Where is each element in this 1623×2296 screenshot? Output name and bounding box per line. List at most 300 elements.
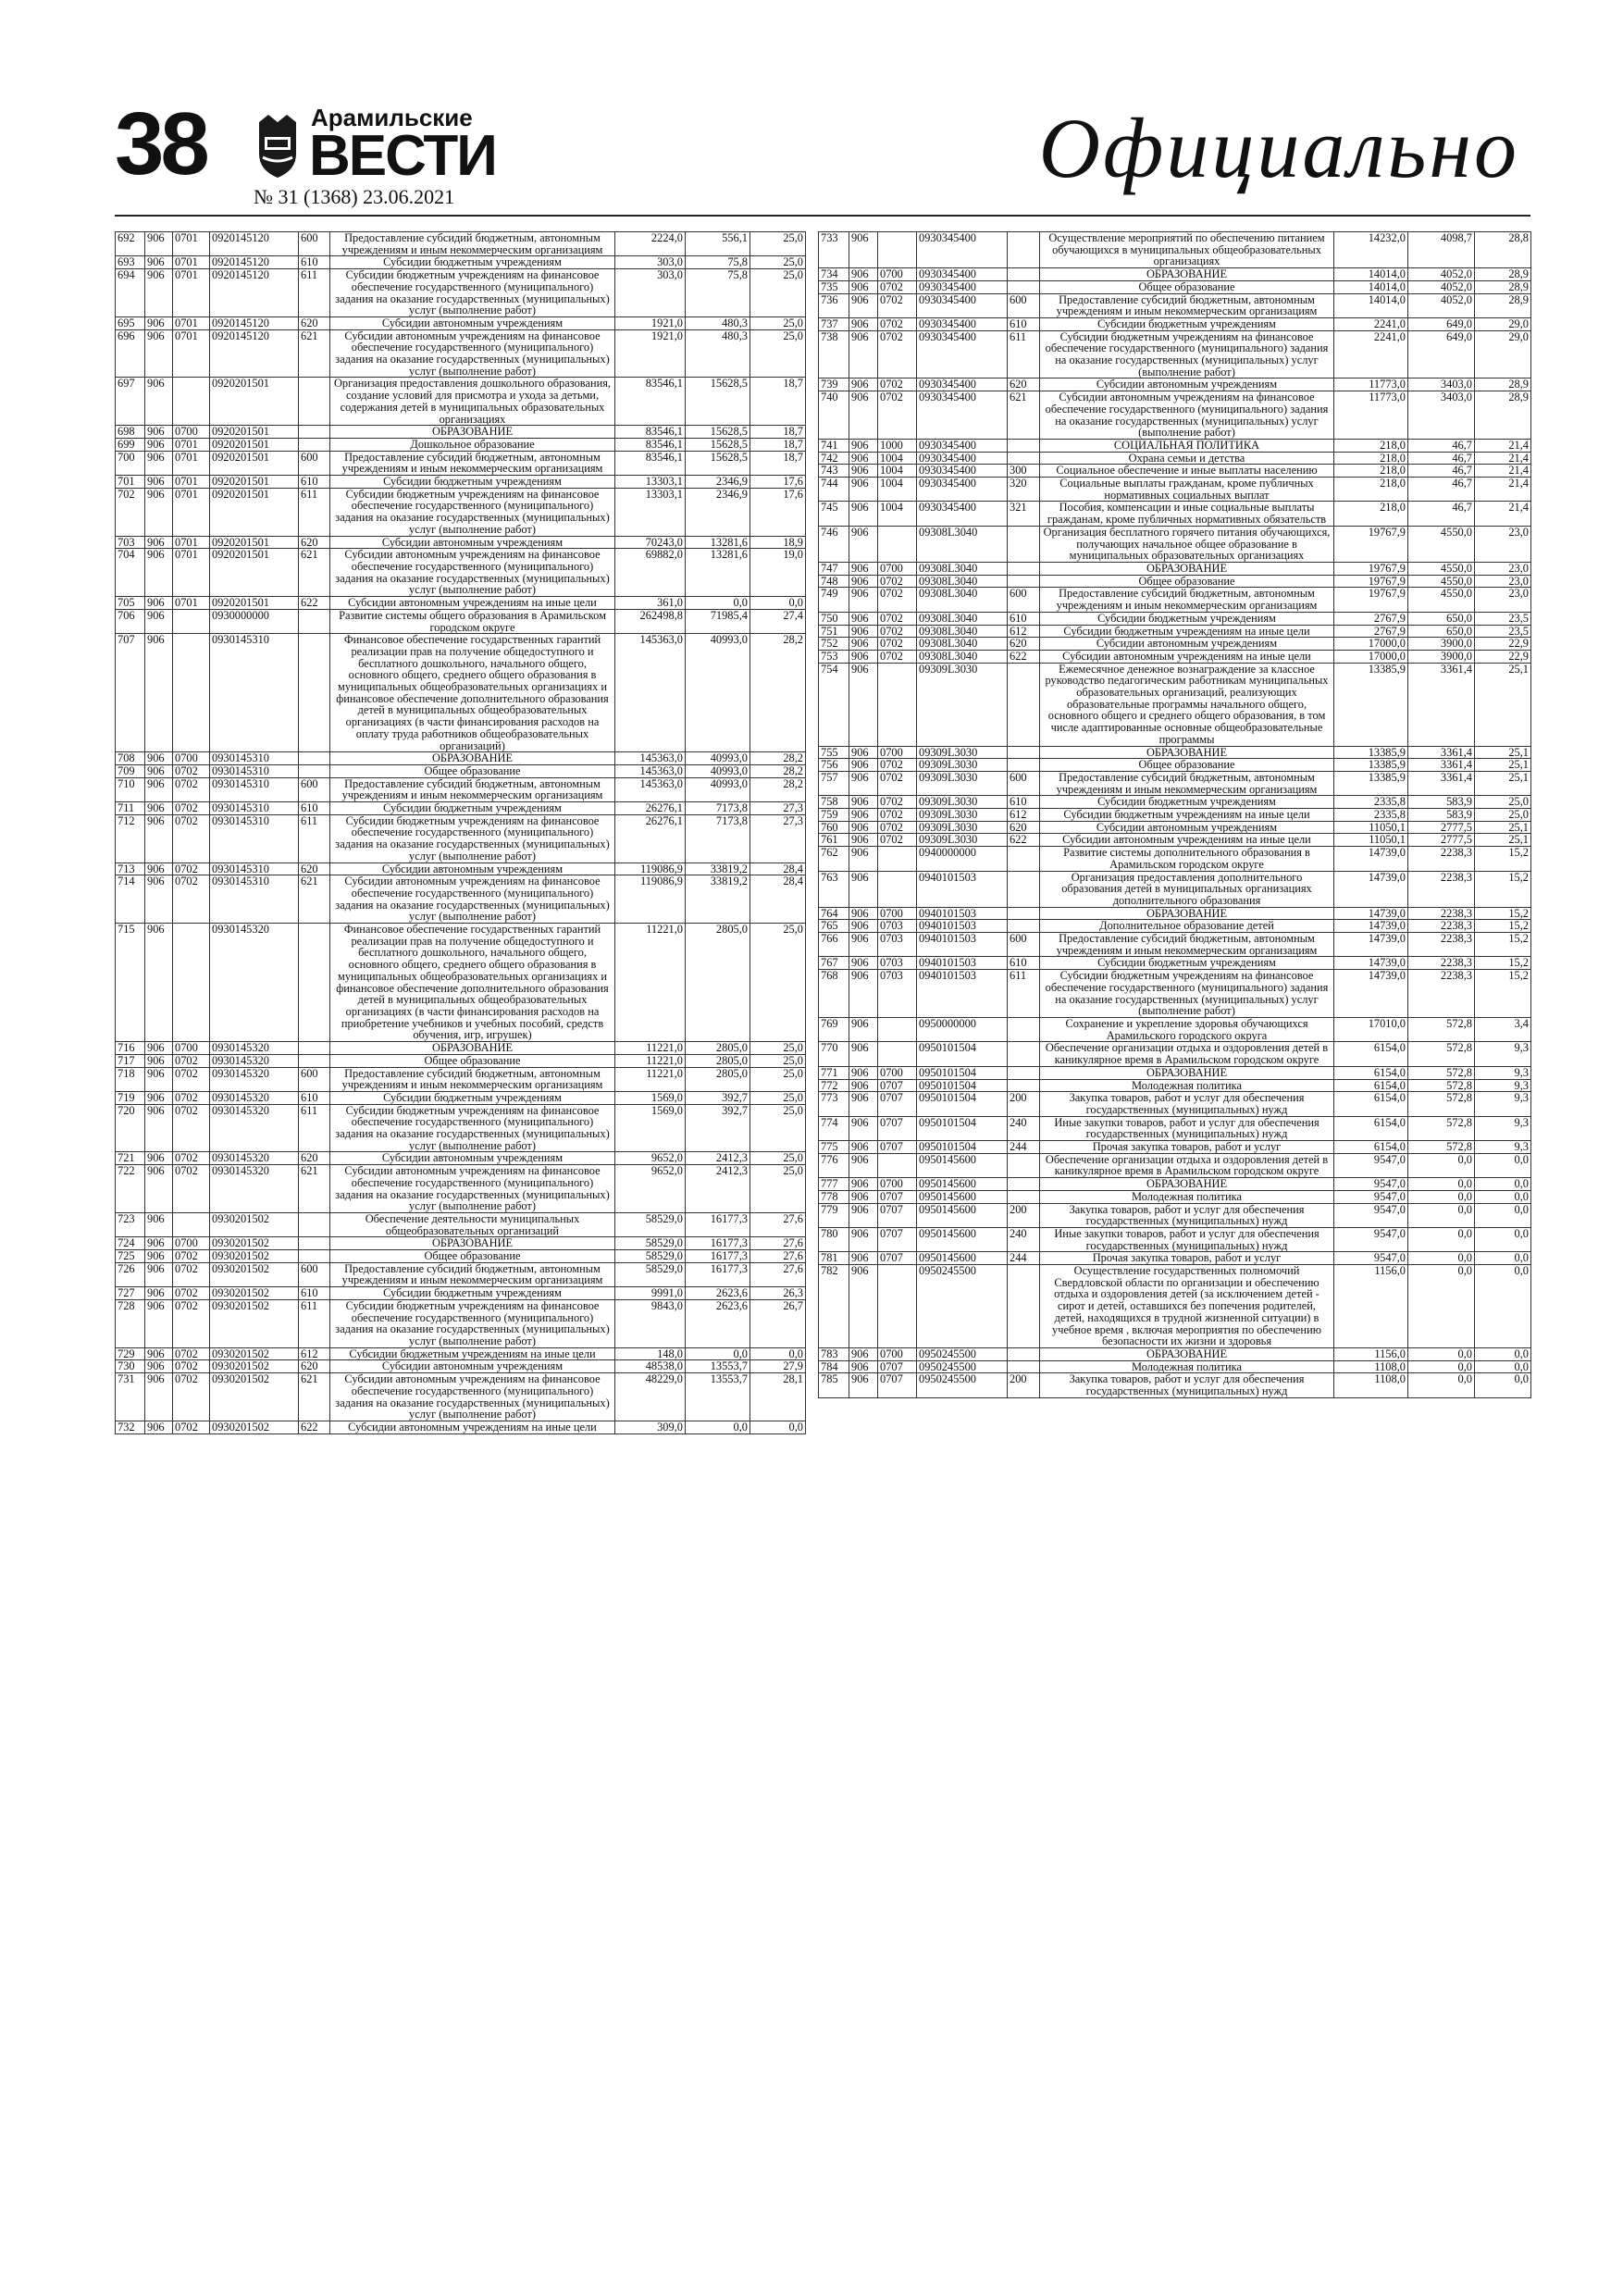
target-article-code: 0930201502 [210, 1287, 299, 1300]
expense-type-code: 600 [299, 451, 330, 475]
execution-percent: 21,4 [1475, 439, 1531, 452]
expense-type-code: 200 [1008, 1092, 1040, 1116]
planned-amount: 19767,9 [1334, 562, 1408, 575]
section-code: 0702 [878, 809, 917, 822]
section-code [173, 924, 210, 1042]
execution-percent: 18,7 [750, 438, 806, 451]
admin-code: 906 [145, 1373, 173, 1421]
execution-percent: 25,0 [750, 1067, 806, 1091]
execution-percent: 28,1 [750, 1373, 806, 1421]
target-article-code: 09309L3030 [917, 759, 1008, 772]
planned-amount: 14739,0 [1334, 970, 1408, 1018]
target-article-code: 0930201502 [210, 1250, 299, 1263]
planned-amount: 14739,0 [1334, 907, 1408, 920]
execution-percent: 27,6 [750, 1237, 806, 1250]
executed-amount: 2346,9 [686, 488, 750, 536]
admin-code: 906 [849, 663, 878, 746]
planned-amount: 83546,1 [615, 438, 686, 451]
admin-code: 906 [145, 1299, 173, 1347]
execution-percent: 18,7 [750, 426, 806, 439]
section-code: 0700 [878, 562, 917, 575]
target-article-code: 09308L3040 [917, 526, 1008, 562]
executed-amount: 40993,0 [686, 764, 750, 777]
row-number: 772 [819, 1079, 849, 1092]
row-number: 761 [819, 834, 849, 847]
target-article-code: 09308L3040 [917, 575, 1008, 588]
execution-percent: 25,0 [750, 329, 806, 378]
executed-amount: 650,0 [1408, 625, 1475, 638]
section-code: 0700 [878, 1178, 917, 1191]
admin-code: 906 [849, 439, 878, 452]
section-code: 1004 [878, 478, 917, 502]
target-article-code: 0930145310 [210, 764, 299, 777]
execution-percent: 0,0 [750, 597, 806, 610]
expense-type-code: 320 [1008, 478, 1040, 502]
row-description: Субсидии бюджетным учреждениям [1040, 796, 1334, 809]
planned-amount: 145363,0 [615, 764, 686, 777]
row-number: 758 [819, 796, 849, 809]
executed-amount: 4052,0 [1408, 268, 1475, 281]
target-article-code: 0930345400 [917, 293, 1008, 317]
section-code [878, 1042, 917, 1066]
row-number: 775 [819, 1141, 849, 1154]
planned-amount: 1569,0 [615, 1091, 686, 1104]
admin-code: 906 [849, 746, 878, 759]
expense-type-code: 612 [1008, 625, 1040, 638]
execution-percent: 25,0 [1475, 809, 1531, 822]
target-article-code: 0930201502 [210, 1237, 299, 1250]
budget-table [115, 231, 806, 1434]
executed-amount: 392,7 [686, 1091, 750, 1104]
executed-amount: 16177,3 [686, 1237, 750, 1250]
execution-percent: 28,2 [750, 752, 806, 765]
row-description: Субсидии бюджетным учреждениям на финансовое обеспечение государственного (муниципального) задания на оказание государственных (муниципальных) услуг (выполнение работ) [330, 488, 615, 536]
target-article-code: 0930000000 [210, 609, 299, 633]
row-description: Субсидии автономным учреждениям [1040, 379, 1334, 391]
row-number: 710 [116, 777, 145, 801]
table-row [819, 771, 1531, 795]
executed-amount: 480,3 [686, 316, 750, 329]
execution-percent: 25,0 [750, 256, 806, 269]
row-number: 720 [116, 1104, 145, 1152]
target-article-code: 0930201502 [210, 1262, 299, 1286]
admin-code: 906 [145, 256, 173, 269]
table-row [116, 549, 806, 597]
row-number: 752 [819, 638, 849, 651]
table-row [819, 746, 1531, 759]
target-article-code: 0940000000 [917, 847, 1008, 871]
section-code [878, 663, 917, 746]
row-number: 692 [116, 232, 145, 256]
section-code: 0707 [878, 1141, 917, 1154]
row-number: 722 [116, 1165, 145, 1213]
section-code: 0702 [878, 834, 917, 847]
section-code: 0702 [173, 1262, 210, 1286]
target-article-code: 09308L3040 [917, 650, 1008, 663]
target-article-code: 0950101504 [917, 1116, 1008, 1140]
execution-percent: 0,0 [1475, 1190, 1531, 1203]
expense-type-code: 620 [299, 1152, 330, 1165]
admin-code: 906 [849, 1265, 878, 1348]
table-row [116, 316, 806, 329]
planned-amount: 2241,0 [1334, 330, 1408, 379]
expense-type-code [1008, 663, 1040, 746]
section-code: 0703 [878, 920, 917, 933]
planned-amount: 69882,0 [615, 549, 686, 597]
row-number: 695 [116, 316, 145, 329]
row-number: 751 [819, 625, 849, 638]
target-article-code: 0940101503 [917, 957, 1008, 970]
table-row [819, 465, 1531, 478]
expense-type-code: 622 [1008, 650, 1040, 663]
row-number: 737 [819, 317, 849, 330]
row-description: Прочая закупка товаров, работ и услуг [1040, 1252, 1334, 1265]
row-number: 744 [819, 478, 849, 502]
target-article-code: 0920201501 [210, 476, 299, 489]
section-code: 1004 [878, 452, 917, 465]
target-article-code: 0950145600 [917, 1153, 1008, 1177]
executed-amount: 649,0 [1408, 330, 1475, 379]
planned-amount: 1156,0 [1334, 1265, 1408, 1348]
admin-code: 906 [849, 1153, 878, 1177]
planned-amount: 14739,0 [1334, 871, 1408, 907]
table-row [116, 1421, 806, 1433]
row-number: 703 [116, 536, 145, 549]
executed-amount: 0,0 [1408, 1190, 1475, 1203]
row-number: 726 [116, 1262, 145, 1286]
table-row [819, 1042, 1531, 1066]
executed-amount: 2777,5 [1408, 834, 1475, 847]
target-article-code: 0920201501 [210, 451, 299, 475]
table-row [819, 920, 1531, 933]
row-description: Субсидии автономным учреждениям на иные цели [1040, 834, 1334, 847]
row-description: Субсидии бюджетным учреждениям [330, 1287, 615, 1300]
section-code: 0703 [878, 970, 917, 1018]
expense-type-code: 610 [299, 256, 330, 269]
target-article-code: 0930145310 [210, 875, 299, 924]
table-row [116, 476, 806, 489]
row-description: Субсидии автономным учреждениям на финансовое обеспечение государственного (муниципального) задания на оказание государственных (муниципальных) услуг (выполнение работ) [330, 1373, 615, 1421]
planned-amount: 2224,0 [615, 232, 686, 256]
execution-percent: 18,9 [750, 536, 806, 549]
target-article-code: 0930145320 [210, 924, 299, 1042]
row-description: Обеспечение организации отдыха и оздоровления детей в каникулярное время в Арамильском городском округе [1040, 1042, 1334, 1066]
row-description: Предоставление субсидий бюджетным, автономным учреждениям и иным некоммерческим организациям [330, 777, 615, 801]
executed-amount: 572,8 [1408, 1042, 1475, 1066]
expense-type-code [299, 1237, 330, 1250]
target-article-code: 0950145600 [917, 1203, 1008, 1227]
row-description: Финансовое обеспечение государственных гарантий реализации прав на получение общедоступного и бесплатного дошкольного, начального общего, основного общего, среднего общего образования в муниципальных общеобразовательных организациях и финансовое обеспечение дополнительного образования детей в муниципальных общеобразовательных организациях (в части финансирования расходов на приобретение учебников и учебных пособий, средств обучения, игр, игрушек) [330, 924, 615, 1042]
row-description: Предоставление субсидий бюджетным, автономным учреждениям и иным некоммерческим организациям [330, 451, 615, 475]
admin-code: 906 [849, 317, 878, 330]
table-row [116, 1250, 806, 1263]
executed-amount: 15628,5 [686, 438, 750, 451]
row-number: 727 [116, 1287, 145, 1300]
table-row [819, 1373, 1531, 1397]
expense-type-code [1008, 268, 1040, 281]
target-article-code: 0940101503 [917, 907, 1008, 920]
executed-amount: 40993,0 [686, 777, 750, 801]
row-description: Субсидии бюджетным учреждениям [1040, 317, 1334, 330]
admin-code: 906 [145, 316, 173, 329]
planned-amount: 13303,1 [615, 476, 686, 489]
row-number: 698 [116, 426, 145, 439]
execution-percent: 15,2 [1475, 970, 1531, 1018]
row-description: Обеспечение деятельности муниципальных общеобразовательных организаций [330, 1212, 615, 1236]
table-row [116, 1165, 806, 1213]
admin-code: 906 [849, 1178, 878, 1191]
admin-code: 906 [145, 549, 173, 597]
target-article-code: 0930345400 [917, 232, 1008, 268]
execution-percent: 23,5 [1475, 612, 1531, 625]
target-article-code: 0930145310 [210, 814, 299, 863]
expense-type-code [299, 1054, 330, 1067]
admin-code: 906 [849, 330, 878, 379]
row-number: 763 [819, 871, 849, 907]
section-code: 0707 [878, 1116, 917, 1140]
table-row [819, 933, 1531, 957]
execution-percent: 25,0 [750, 1104, 806, 1152]
planned-amount: 13385,9 [1334, 746, 1408, 759]
section-code: 0702 [173, 1152, 210, 1165]
section-code: 0700 [878, 268, 917, 281]
target-article-code: 0930145320 [210, 1054, 299, 1067]
section-code: 0700 [173, 426, 210, 439]
row-number: 730 [116, 1360, 145, 1373]
row-number: 707 [116, 634, 145, 752]
planned-amount: 14014,0 [1334, 293, 1408, 317]
planned-amount: 1921,0 [615, 316, 686, 329]
section-code: 0701 [173, 329, 210, 378]
admin-code: 906 [145, 1067, 173, 1091]
executed-amount: 2238,3 [1408, 933, 1475, 957]
executed-amount: 75,8 [686, 256, 750, 269]
planned-amount: 17000,0 [1334, 638, 1408, 651]
planned-amount: 83546,1 [615, 451, 686, 475]
table-row [819, 663, 1531, 746]
row-description: Закупка товаров, работ и услуг для обеспечения государственных (муниципальных) нужд [1040, 1203, 1334, 1227]
row-description: Предоставление субсидий бюджетным, автономным учреждениям и иным некоммерческим организациям [330, 1067, 615, 1091]
executed-amount: 2805,0 [686, 924, 750, 1042]
table-column-left [115, 231, 805, 1434]
row-number: 728 [116, 1299, 145, 1347]
execution-percent: 18,7 [750, 378, 806, 426]
row-number: 736 [819, 293, 849, 317]
planned-amount: 9843,0 [615, 1299, 686, 1347]
execution-percent: 28,4 [750, 863, 806, 875]
section-code: 0702 [878, 650, 917, 663]
row-description: Закупка товаров, работ и услуг для обеспечения государственных (муниципальных) нужд [1040, 1373, 1334, 1397]
admin-code: 906 [145, 536, 173, 549]
planned-amount: 303,0 [615, 269, 686, 317]
section-code: 0700 [878, 746, 917, 759]
planned-amount: 218,0 [1334, 439, 1408, 452]
budget-table [818, 231, 1531, 1398]
planned-amount: 1921,0 [615, 329, 686, 378]
planned-amount: 6154,0 [1334, 1116, 1408, 1140]
execution-percent: 15,2 [1475, 920, 1531, 933]
section-code [173, 609, 210, 633]
section-code [173, 378, 210, 426]
expense-type-code [1008, 1042, 1040, 1066]
admin-code: 906 [849, 871, 878, 907]
section-code: 0702 [173, 1299, 210, 1347]
admin-code: 906 [145, 764, 173, 777]
expense-type-code: 611 [299, 1104, 330, 1152]
execution-percent: 15,2 [1475, 957, 1531, 970]
row-number: 713 [116, 863, 145, 875]
issue-info: № 31 (1368) 23.06.2021 [254, 185, 455, 208]
execution-percent: 23,0 [1475, 526, 1531, 562]
admin-code: 906 [849, 1203, 878, 1227]
row-description: Дошкольное образование [330, 438, 615, 451]
row-description: Субсидии бюджетным учреждениям на финансовое обеспечение государственного (муниципального) задания на оказание государственных (муниципальных) услуг (выполнение работ) [330, 1299, 615, 1347]
executed-amount: 556,1 [686, 232, 750, 256]
table-row [116, 1287, 806, 1300]
executed-amount: 480,3 [686, 329, 750, 378]
table-row [819, 970, 1531, 1018]
planned-amount: 17000,0 [1334, 650, 1408, 663]
admin-code: 906 [849, 293, 878, 317]
expense-type-code: 620 [1008, 638, 1040, 651]
planned-amount: 19767,9 [1334, 575, 1408, 588]
row-number: 748 [819, 575, 849, 588]
execution-percent: 25,1 [1475, 834, 1531, 847]
admin-code: 906 [849, 575, 878, 588]
target-article-code: 0950145600 [917, 1227, 1008, 1251]
planned-amount: 218,0 [1334, 452, 1408, 465]
executed-amount: 0,0 [1408, 1203, 1475, 1227]
section-code: 0707 [878, 1203, 917, 1227]
planned-amount: 13303,1 [615, 488, 686, 536]
execution-percent: 19,0 [750, 549, 806, 597]
planned-amount: 48538,0 [615, 1360, 686, 1373]
executed-amount: 4098,7 [1408, 232, 1475, 268]
row-number: 696 [116, 329, 145, 378]
admin-code: 906 [145, 1360, 173, 1373]
table-row [819, 379, 1531, 391]
expense-type-code: 300 [1008, 465, 1040, 478]
newspaper-logo [254, 100, 587, 208]
table-row [819, 1227, 1531, 1251]
section-code: 0700 [878, 1066, 917, 1079]
execution-percent: 0,0 [1475, 1153, 1531, 1177]
executed-amount: 0,0 [1408, 1153, 1475, 1177]
section-code: 0702 [173, 814, 210, 863]
execution-percent: 0,0 [1475, 1347, 1531, 1360]
section-code: 0703 [878, 933, 917, 957]
target-article-code: 0940101503 [917, 933, 1008, 957]
execution-percent: 25,0 [750, 1042, 806, 1055]
execution-percent: 25,0 [750, 1054, 806, 1067]
expense-type-code: 240 [1008, 1116, 1040, 1140]
table-row [116, 1042, 806, 1055]
section-code: 0700 [878, 907, 917, 920]
admin-code: 906 [145, 1042, 173, 1055]
admin-code: 906 [145, 814, 173, 863]
table-row [819, 502, 1531, 526]
executed-amount: 2238,3 [1408, 957, 1475, 970]
table-row [819, 330, 1531, 379]
expense-type-code: 600 [299, 232, 330, 256]
target-article-code: 0920201501 [210, 378, 299, 426]
section-code: 1000 [878, 439, 917, 452]
executed-amount: 75,8 [686, 269, 750, 317]
section-code: 0702 [173, 1104, 210, 1152]
expense-type-code [1008, 1265, 1040, 1348]
expense-type-code [1008, 1153, 1040, 1177]
admin-code: 906 [849, 759, 878, 772]
table-row [116, 634, 806, 752]
admin-code: 906 [145, 875, 173, 924]
target-article-code: 0930201502 [210, 1373, 299, 1421]
executed-amount: 649,0 [1408, 317, 1475, 330]
admin-code: 906 [145, 597, 173, 610]
admin-code: 906 [849, 1190, 878, 1203]
executed-amount: 46,7 [1408, 478, 1475, 502]
table-row [819, 1252, 1531, 1265]
row-description: Субсидии бюджетным учреждениям [1040, 957, 1334, 970]
planned-amount: 11773,0 [1334, 391, 1408, 440]
row-description: Субсидии бюджетным учреждениям [330, 1091, 615, 1104]
admin-code: 906 [849, 834, 878, 847]
admin-code: 906 [849, 1116, 878, 1140]
planned-amount: 83546,1 [615, 426, 686, 439]
expense-type-code: 610 [299, 476, 330, 489]
planned-amount: 9547,0 [1334, 1203, 1408, 1227]
execution-percent: 9,3 [1475, 1092, 1531, 1116]
admin-code: 906 [145, 752, 173, 765]
expense-type-code [1008, 232, 1040, 268]
planned-amount: 14739,0 [1334, 957, 1408, 970]
table-row [819, 821, 1531, 834]
planned-amount: 9547,0 [1334, 1252, 1408, 1265]
row-number: 715 [116, 924, 145, 1042]
target-article-code: 0930145320 [210, 1104, 299, 1152]
execution-percent: 9,3 [1475, 1141, 1531, 1154]
executed-amount: 3403,0 [1408, 391, 1475, 440]
planned-amount: 6154,0 [1334, 1092, 1408, 1116]
target-article-code: 0930145310 [210, 863, 299, 875]
row-description: Субсидии бюджетным учреждениям на финансовое обеспечение государственного (муниципального) задания на оказание государственных (муниципальных) услуг (выполнение работ) [330, 1104, 615, 1152]
row-description: Субсидии бюджетным учреждениям [330, 476, 615, 489]
section-code [878, 232, 917, 268]
section-code: 0707 [878, 1079, 917, 1092]
target-article-code: 0950101504 [917, 1066, 1008, 1079]
execution-percent: 9,3 [1475, 1116, 1531, 1140]
section-code: 0702 [173, 777, 210, 801]
executed-amount: 7173,8 [686, 814, 750, 863]
section-code: 0700 [173, 1237, 210, 1250]
executed-amount: 3403,0 [1408, 379, 1475, 391]
section-code [878, 847, 917, 871]
admin-code: 906 [849, 1252, 878, 1265]
table-row [819, 871, 1531, 907]
row-description: Предоставление субсидий бюджетным, автономным учреждениям и иным некоммерческим организациям [1040, 933, 1334, 957]
row-description: Субсидии автономным учреждениям [330, 536, 615, 549]
row-description: Предоставление субсидий бюджетным, автономным учреждениям и иным некоммерческим организациям [1040, 771, 1334, 795]
executed-amount: 4550,0 [1408, 575, 1475, 588]
execution-percent: 0,0 [750, 1421, 806, 1433]
admin-code: 906 [145, 438, 173, 451]
expense-type-code [1008, 847, 1040, 871]
execution-percent: 0,0 [1475, 1227, 1531, 1251]
section-code: 0702 [878, 317, 917, 330]
table-row [819, 588, 1531, 612]
section-code: 0701 [173, 451, 210, 475]
row-number: 723 [116, 1212, 145, 1236]
table-row [116, 597, 806, 610]
